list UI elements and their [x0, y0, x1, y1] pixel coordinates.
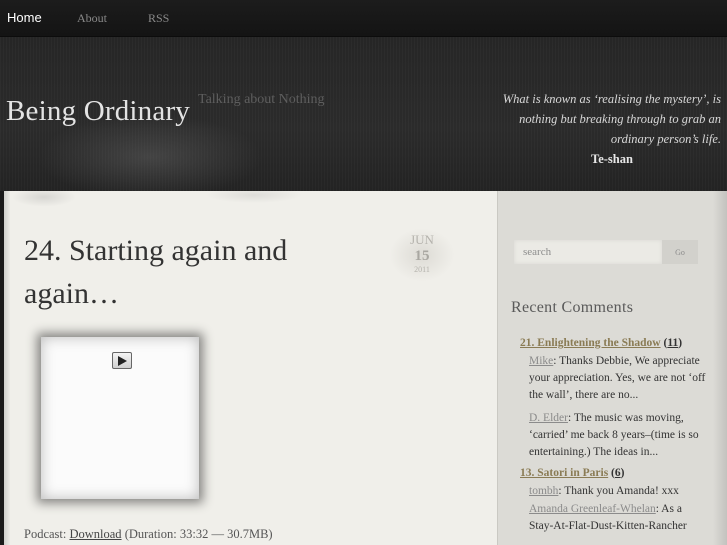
- site-header: [0, 37, 727, 191]
- comment-post-entry: [520, 335, 708, 352]
- comment-item: [520, 501, 708, 535]
- recent-comments-list: [520, 335, 708, 535]
- post-date-year: 2011: [414, 265, 430, 274]
- podcast-details: (Duration: 33:32 — 30.7MB): [121, 527, 273, 541]
- comment-count-close: ): [678, 337, 683, 349]
- site-tagline: Talking about Nothing: [198, 92, 325, 107]
- comment-count-link[interactable]: 11: [667, 337, 679, 349]
- header-quote: [481, 89, 721, 169]
- comment-author-link[interactable]: tombh: [529, 485, 559, 497]
- quote-line-2: nothing but breaking through to grab an: [519, 112, 721, 126]
- comment-post-link[interactable]: 21. Enlightening the Shadow: [520, 337, 661, 349]
- quote-author: Te-shan: [591, 152, 633, 166]
- podcast-download-link[interactable]: Download: [69, 527, 122, 541]
- comment-author-link[interactable]: D. Elder: [529, 412, 568, 424]
- search-input[interactable]: [514, 240, 662, 264]
- comment-post-link[interactable]: 13. Satori in Paris: [520, 467, 609, 479]
- comment-count-close: ): [620, 467, 625, 479]
- quote-line-3: ordinary person’s life.: [610, 132, 721, 146]
- podcast-prefix: Podcast:: [24, 527, 70, 541]
- quote-line-1: What is known as ‘realising the mystery’, is: [502, 92, 721, 106]
- comment-post-entry: [520, 465, 708, 482]
- comment-excerpt: : Thanks Debbie, We appreciate your appreciation. Yes, we are not ‘off the wall’, there are no...: [529, 355, 706, 401]
- comment-count-open: (: [608, 467, 615, 479]
- play-button[interactable]: [112, 352, 132, 369]
- post-title[interactable]: 24. Starting again and again…: [24, 234, 288, 310]
- nav-rss-link[interactable]: RSS: [148, 11, 170, 25]
- nav-home-link[interactable]: Home: [7, 10, 42, 25]
- post-date-badge: [388, 229, 456, 281]
- comment-item: [520, 410, 708, 461]
- nav-about-link[interactable]: About: [77, 11, 107, 25]
- comment-count-open: (: [660, 337, 668, 349]
- post-date-day: 15: [414, 248, 430, 264]
- comment-count-link[interactable]: 6: [614, 467, 621, 479]
- post-date-month: JUN: [410, 232, 434, 247]
- comment-author-link[interactable]: Amanda Greenleaf-Whelan: [529, 503, 656, 515]
- podcast-player: [41, 337, 199, 499]
- comment-excerpt: : Thank you Amanda! xxx: [558, 485, 679, 497]
- play-icon: [118, 356, 127, 366]
- comment-excerpt: : As a Stay-At-Flat-Dust-Kitten-Rancher: [529, 503, 687, 532]
- comment-item: [520, 483, 708, 500]
- search-go-button[interactable]: Go: [662, 240, 698, 264]
- comment-excerpt: : The music was moving, ‘carried’ me back 8 years–(time is so entertaining.) The ideas in...: [529, 412, 699, 458]
- podcast-info: [24, 527, 273, 542]
- comment-author-link[interactable]: Mike: [529, 355, 554, 367]
- top-navigation: [0, 0, 727, 37]
- recent-comments-heading: Recent Comments: [511, 299, 634, 316]
- main-content: [4, 191, 497, 545]
- comment-item: [520, 353, 708, 404]
- sidebar: [497, 191, 727, 545]
- site-title[interactable]: Being Ordinary: [6, 95, 191, 127]
